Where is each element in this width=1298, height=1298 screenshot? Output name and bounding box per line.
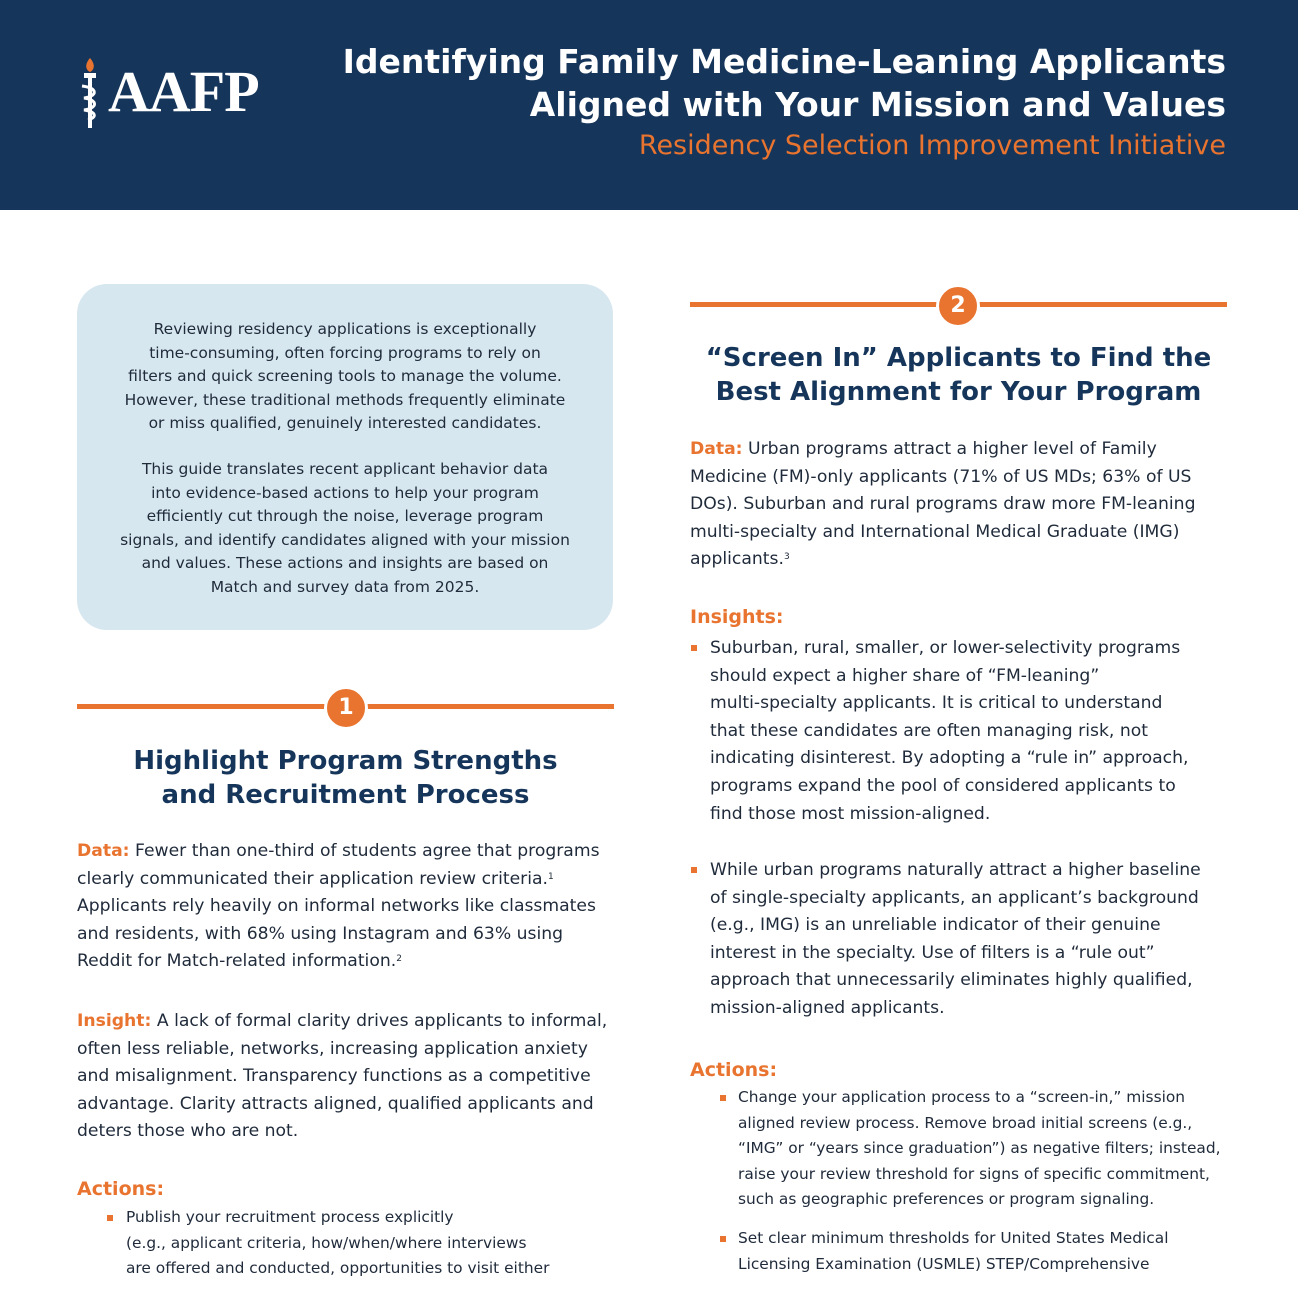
- data-label: Data:: [690, 439, 743, 459]
- text-line: DOs). Suburban and rural programs draw more FM-leaning: [690, 494, 1196, 515]
- text-line: While urban programs naturally attract a higher baseline: [710, 860, 1201, 880]
- section-1-insight: [77, 1008, 622, 1146]
- text-line: Applicants rely heavily on informal networks like classmates: [77, 896, 596, 917]
- title-line: Best Alignment for Your Program: [715, 377, 1202, 407]
- section-1-number: 1: [324, 686, 368, 730]
- title-line: Highlight Program Strengths: [133, 746, 558, 776]
- section-2-title: [690, 341, 1227, 409]
- text-line: [690, 436, 1230, 464]
- text-line: filters and quick screening tools to manage the volume.: [128, 367, 562, 385]
- footnote-ref: 2: [396, 954, 402, 965]
- insight-label: Insight:: [77, 1011, 152, 1031]
- text-line: interest in the specialty. Use of filters is a “rule out”: [710, 942, 1155, 963]
- bullet-icon: [691, 867, 697, 873]
- text: Urban programs attract a higher level of Family: [742, 439, 1157, 459]
- torch-icon: [78, 56, 102, 130]
- text-line: Set clear minimum thresholds for United States Medical: [738, 1229, 1169, 1247]
- text-line: [77, 948, 622, 976]
- bullet-icon: [691, 645, 697, 651]
- text: A lack of formal clarity drives applicants to informal,: [151, 1011, 608, 1031]
- logo-text: AAFP: [108, 59, 259, 124]
- page-subtitle: Residency Selection Improvement Initiative: [638, 130, 1226, 161]
- text-line: indicating disinterest. By adopting a “rule in” approach,: [710, 748, 1189, 769]
- text-line: such as geographic preferences or program signaling.: [738, 1190, 1155, 1209]
- bullet-icon: [720, 1236, 726, 1242]
- section-2-insight-1: [710, 635, 1230, 828]
- footnote-ref: 3: [783, 552, 790, 563]
- text-line: efficiently cut through the noise, leverage program: [146, 507, 544, 525]
- text-line: or miss qualified, genuinely interested candidates.: [148, 414, 542, 432]
- title-line: Aligned with Your Mission and Values: [529, 85, 1226, 124]
- bullet-icon: [107, 1215, 113, 1221]
- text-line: aligned review process. Remove broad initial screens (e.g.,: [738, 1113, 1193, 1132]
- text-line: into evidence-based actions to help your program: [151, 483, 539, 502]
- text-line: are offered and conducted, opportunities to visit either: [126, 1259, 550, 1278]
- text-line: find those most mission-aligned.: [710, 803, 991, 824]
- text-line: However, these traditional methods frequently eliminate: [124, 390, 566, 409]
- section-2-insights-heading: Insights:: [690, 606, 784, 628]
- section-2-number: 2: [936, 284, 980, 328]
- footnote-ref: 1: [548, 871, 554, 882]
- data-label: Data:: [77, 841, 130, 861]
- text-line: Match and survey data from 2025.: [210, 577, 480, 596]
- text-line: that these candidates are often managing risk, not: [710, 720, 1148, 741]
- section-1-title: [77, 744, 614, 812]
- text-line: should expect a higher share of “FM-leaning”: [710, 665, 1100, 686]
- text-line: approach that unnecessarily eliminates highly qualified,: [710, 970, 1193, 991]
- text-line: [77, 838, 622, 866]
- text-line: signals, and identify candidates aligned with your mission: [120, 530, 570, 549]
- title-line: and Recruitment Process: [161, 780, 530, 810]
- text-line: and misalignment. Transparency functions as a competitive: [77, 1066, 591, 1087]
- text-line: (e.g., applicant criteria, how/when/where interviews: [126, 1233, 527, 1252]
- text-line: and values. These actions and insights are based on: [141, 554, 549, 572]
- text-line: time-consuming, often forcing programs to rely on: [149, 343, 541, 362]
- text-line: [690, 546, 1230, 574]
- section-2-insight-2: [710, 857, 1230, 1023]
- text: Fewer than one-third of students agree that programs: [129, 841, 600, 861]
- text-line: Change your application process to a “screen-in,” mission: [738, 1088, 1186, 1106]
- text-line: (e.g., IMG) is an unreliable indicator of their genuine: [710, 915, 1161, 936]
- intro-paragraph-1: [113, 318, 577, 436]
- text-line: [77, 866, 622, 894]
- text-line: This guide translates recent applicant behavior data: [141, 460, 549, 478]
- text-line: deters those who are not.: [77, 1121, 299, 1142]
- text-line: Reviewing residency applications is exceptionally: [153, 320, 537, 338]
- text-line: programs expand the pool of considered applicants to: [710, 775, 1176, 796]
- text: Reddit for Match-related information.: [77, 951, 397, 972]
- text-line: often less reliable, networks, increasing application anxiety: [77, 1038, 588, 1059]
- text-line: [77, 1008, 622, 1036]
- text-line: and residents, with 68% using Instagram and 63% using: [77, 923, 564, 944]
- text-line: multi-specialty and International Medical Graduate (IMG): [690, 521, 1180, 542]
- text-line: multi-specialty applicants. It is critical to understand: [710, 693, 1163, 714]
- text-line: advantage. Clarity attracts aligned, qualified applicants and: [77, 1093, 594, 1114]
- text-line: Medicine (FM)-only applicants (71% of US MDs; 63% of US: [690, 466, 1192, 487]
- text-line: mission-aligned applicants.: [710, 997, 945, 1018]
- section-2-actions-heading: Actions:: [690, 1059, 778, 1081]
- intro-paragraph-2: [113, 458, 577, 599]
- section-2-action-2: [738, 1226, 1238, 1277]
- section-2-data: [690, 436, 1230, 574]
- text-line: of single-specialty applicants, an applicant’s background: [710, 887, 1199, 908]
- section-1-data: [77, 838, 622, 976]
- header-banner: [0, 0, 1298, 210]
- bullet-icon: [720, 1095, 726, 1101]
- title-line: “Screen In” Applicants to Find the: [705, 343, 1212, 373]
- text-line: raise your review threshold for signs of specific commitment,: [738, 1164, 1210, 1183]
- page-title: [266, 40, 1226, 126]
- text: clearly communicated their application review criteria.: [77, 868, 549, 889]
- text-line: Publish your recruitment process explicitly: [126, 1208, 454, 1226]
- section-1-actions-heading: Actions:: [77, 1178, 165, 1200]
- section-1-action-1: [126, 1205, 606, 1282]
- intro-box: [77, 284, 613, 630]
- text: applicants.: [690, 549, 784, 570]
- section-2-action-1: [738, 1085, 1238, 1213]
- text-line: “IMG” or “years since graduation”) as negative filters; instead,: [738, 1139, 1221, 1158]
- text-line: Suburban, rural, smaller, or lower-selectivity programs: [710, 638, 1181, 658]
- text-line: Licensing Examination (USMLE) STEP/Comprehensive: [738, 1254, 1150, 1273]
- title-line: Identifying Family Medicine-Leaning Applicants: [342, 42, 1226, 81]
